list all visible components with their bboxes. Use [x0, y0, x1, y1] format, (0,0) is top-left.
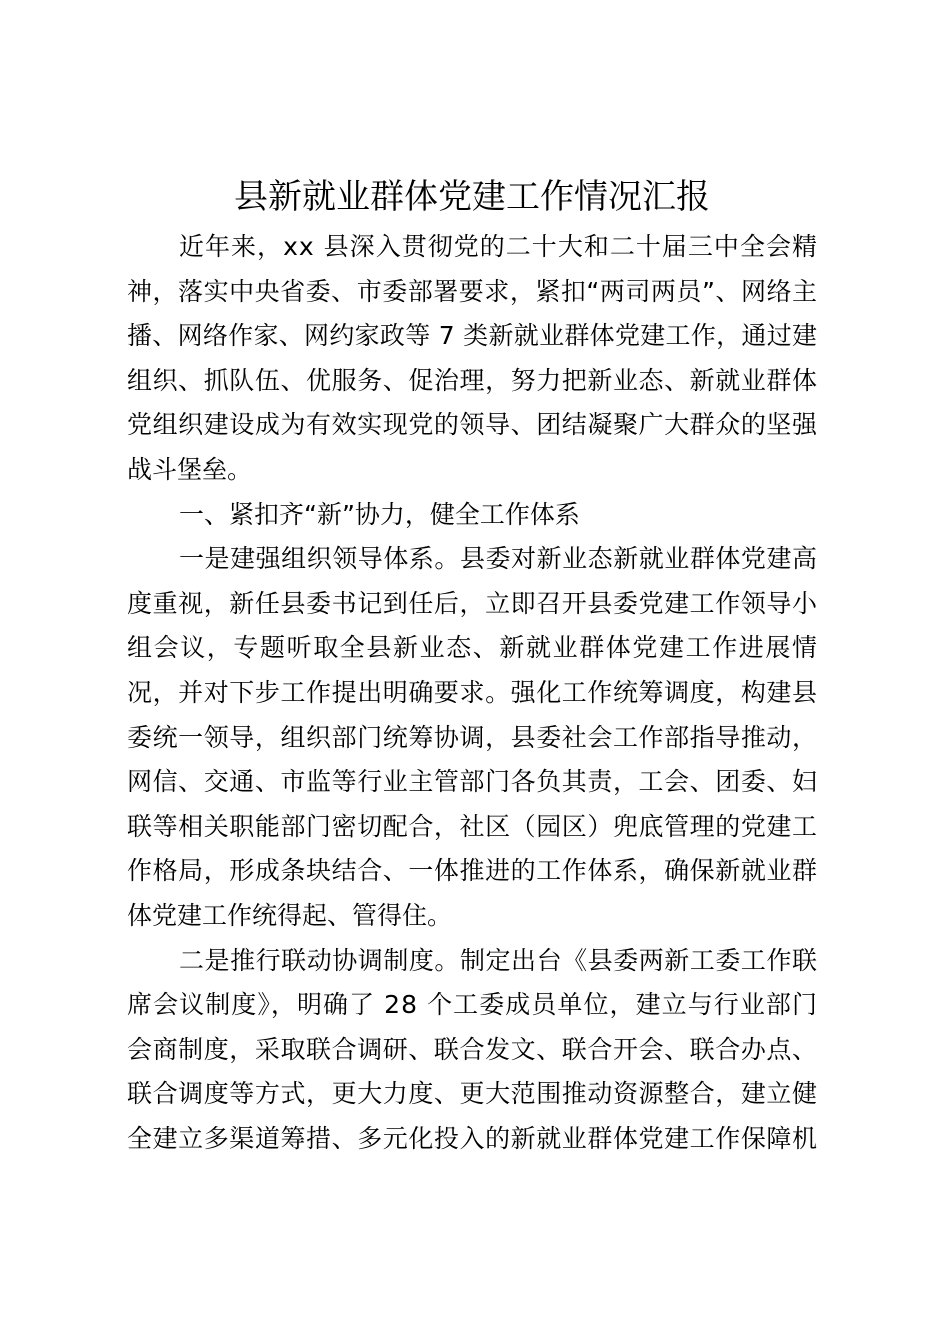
text-line: 神，落实中央省委、市委部署要求，紧扣“两司两员”、网络主 [127, 276, 818, 306]
text-line: 一是建强组织领导体系。县委对新业态新就业群体党建高 [179, 544, 818, 574]
text-line: 网信、交通、市监等行业主管部门各负其责，工会、团委、妇 [127, 767, 818, 797]
text-line: 体党建工作统得起、管得住。 [127, 900, 453, 930]
text-line: 党组织建设成为有效实现党的领导、团结凝聚广大群众的坚强 [127, 410, 818, 440]
text-line: 联等相关职能部门密切配合，社区（园区）兜底管理的党建工 [127, 811, 818, 841]
text-line: 组会议，专题听取全县新业态、新就业群体党建工作进展情 [127, 633, 819, 663]
text-line: 全建立多渠道筹措、多元化投入的新就业群体党建工作保障机 [127, 1123, 818, 1153]
text-line: 况，并对下步工作提出明确要求。强化工作统筹调度，构建县 [127, 677, 818, 707]
text-line: 近年来，xx 县深入贯彻党的二十大和二十届三中全会精 [179, 232, 819, 261]
text-line: 委统一领导，组织部门统筹协调，县委社会工作部指导推动， [127, 722, 818, 752]
text-line: 战斗堡垒。 [127, 454, 253, 484]
text-line: 席会议制度》，明确了 28 个工委成员单位，建立与行业部门 [127, 990, 819, 1020]
text-line: 二是推行联动协调制度。制定出台《县委两新工委工作联 [179, 945, 818, 975]
text-line: 组织、抓队伍、优服务、促治理，努力把新业态、新就业群体 [127, 365, 818, 395]
text-line: 作格局，形成条块结合、一体推进的工作体系，确保新就业群 [127, 856, 818, 886]
text-line: 会商制度，采取联合调研、联合发文、联合开会、联合办点、 [127, 1034, 818, 1064]
text-line: 播、网络作家、网约家政等 7 类新就业群体党建工作，通过建 [127, 321, 818, 351]
text-line: 度重视，新任县委书记到任后，立即召开县委党建工作领导小 [127, 588, 818, 618]
text-line: 一、紧扣齐“新”协力，健全工作体系 [179, 499, 580, 529]
text-line: 联合调度等方式，更大力度、更大范围推动资源整合，建立健 [127, 1079, 818, 1109]
document-body [127, 225, 827, 1161]
document-title: 县新就业群体党建工作情况汇报 [234, 177, 710, 217]
